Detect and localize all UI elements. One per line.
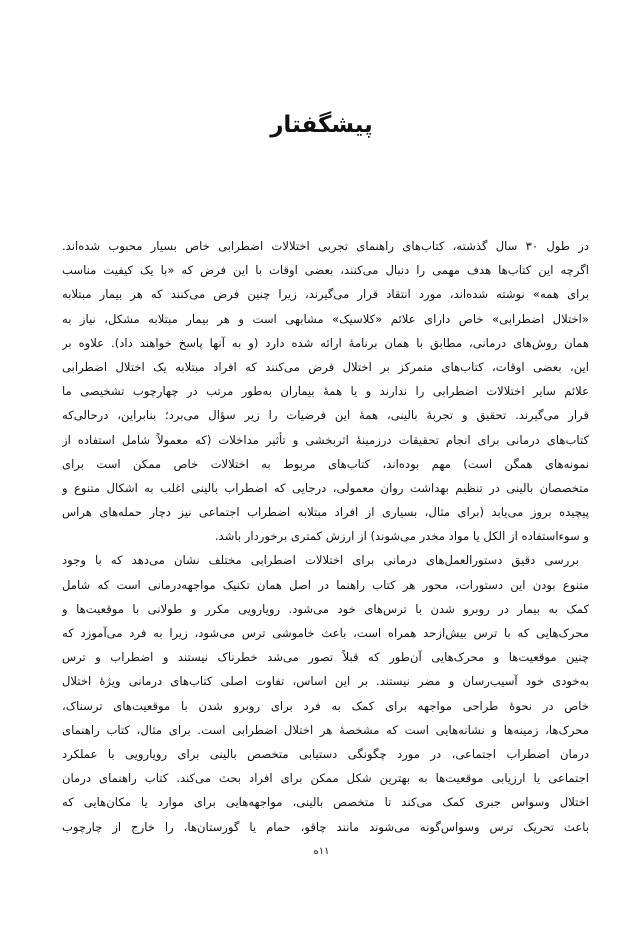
- page-title: پیشگفتار: [270, 112, 373, 138]
- text-line: خاص در نحوهٔ طراحی مواجهه برای کمک به فرد برای روبرو شدن با موقعیت‌های ترسناک،: [62, 698, 589, 713]
- text-line: چنین موقعیت‌ها و محرک‌هایی آن‌طور که قبلاً تصور می‌شد خطرناک نیستند و اضطراب و ترس: [62, 650, 589, 665]
- text-line: در طول ۳۰ سال گذشته، کتاب‌های راهنمای تجربی اختلالات اضطرابی خاص بسیار محبوب شده‌اند.: [62, 239, 589, 253]
- text-line: اختلال وسواس جبری کمک می‌کند تا متخصص بالینی، مواجهه‌هایی برای موارد یا مکان‌هایی که: [62, 795, 589, 810]
- text-line: کمک به بیمار در روبرو شدن با ترس‌های خود می‌شود. رویارویی مکرر و طولانی با موقعیت‌ها و: [62, 601, 589, 616]
- text-line: برای همه» نوشته شده‌اند، مورد انتقاد قرار می‌گیرند، زیرا چنین فرض می‌کنند که هر بیمار مبتلابه: [62, 287, 589, 302]
- text-line: قرار می‌گیرند. تحقیق و تجربهٔ بالینی، همهٔ این فرضیات را زیر سؤال می‌برد؛ بنابراین، درحالی‌که: [62, 408, 589, 423]
- text-line: محرک‌ها، زمینه‌ها و نشانه‌هایی است که مشخصهٔ هر اختلال اضطرابی است. برای مثال، کتاب راهنمای: [62, 722, 589, 737]
- text-line: همان روش‌های درمانی، مطابق با همان برنامهٔ ارائه شده دارد (و به آنها پاسخ خواهند داد). علاوه بر: [62, 335, 589, 350]
- text-line: پیچیده بروز می‌یابد (برای مثال، بسیاری از افراد مبتلابه اضطراب اجتماعی نیز دچار حمله‌های هراس: [62, 505, 589, 520]
- text-line: اگرچه این کتاب‌ها هدف مهمی را دنبال می‌کنند، بعضی اوقات با این فرض که «با یک کیفیت مناسب: [62, 263, 589, 278]
- text-line: اجتماعی یا ارزیابی موقعیت‌ها به بهترین شکل ممکن برای افراد بحث می‌کند. کتاب راهنمای درمان: [62, 771, 589, 786]
- text-line: متنوع بودن این دستورات، محور هر کتاب راهنما در اصل همان تکنیک مواجهه‌درمانی است که شامل: [62, 577, 589, 592]
- text-line: باعث تحریک ترس وسواس‌گونه می‌شوند مانند چاقو، حمام یا گورستان‌ها، را خارج از چارچوب: [62, 819, 589, 834]
- text-line: به‌خودی خود آسیب‌رسان و مضر نیستند. بر این اساس، تفاوت اصلی کتاب‌های درمانی ویژهٔ اختلال: [62, 674, 589, 689]
- text-line: علائم سایر اختلالات اضطرابی را ندارند و یا همهٔ بیماران به‌طور مرتب در چهارچوب تشخیصی ما: [62, 384, 589, 399]
- text-line: نمونه‌های همگن است) مهم بوده‌اند، کتاب‌های مربوط به اختلالات خاص ممکن است برای: [62, 456, 589, 471]
- text-line: کتاب‌های درمانی برای انجام تحقیقات درزمینهٔ اثربخشی و تأثیر مداخلات (که معمولاً شامل استفاده از: [62, 432, 589, 447]
- text-line: محرک‌هایی که با ترس بیش‌ازحد همراه است، باعث خاموشی ترس می‌شود، زیرا به فرد می‌آموزد که: [62, 626, 589, 640]
- page-number: ۱۱ه: [313, 846, 330, 857]
- text-line: بررسی دقیق دستورالعمل‌های درمانی برای اختلالات اضطرابی مختلف نشان می‌دهد که با وجود: [62, 553, 579, 568]
- text-line: و سوءاستفاده از الکل یا مواد مخدر می‌شوند) از ارزش کمتری برخوردار باشد.: [214, 529, 589, 544]
- text-line: این، بعضی اوقات، کتاب‌های متمرکز بر اختلال فرض می‌کنند که افراد مبتلابه یک اختلال اضطرابی: [62, 359, 589, 374]
- text-line: «اختلال اضطرابی» خاص دارای علائم «کلاسیک» مشابهی است و هر بیمار مبتلابه مشکل، نیاز به: [62, 311, 589, 326]
- text-line: درمان اضطراب اجتماعی، در مورد چگونگی دستیابی متخصص بالینی برای رویارویی با عملکرد: [62, 746, 589, 761]
- body-text: [62, 234, 589, 839]
- text-line: متخصصان بالینی در تنظیم بهداشت روان معمولی، درجایی که اضطراب بالینی اغلب به اشکال متنوع و: [62, 480, 589, 495]
